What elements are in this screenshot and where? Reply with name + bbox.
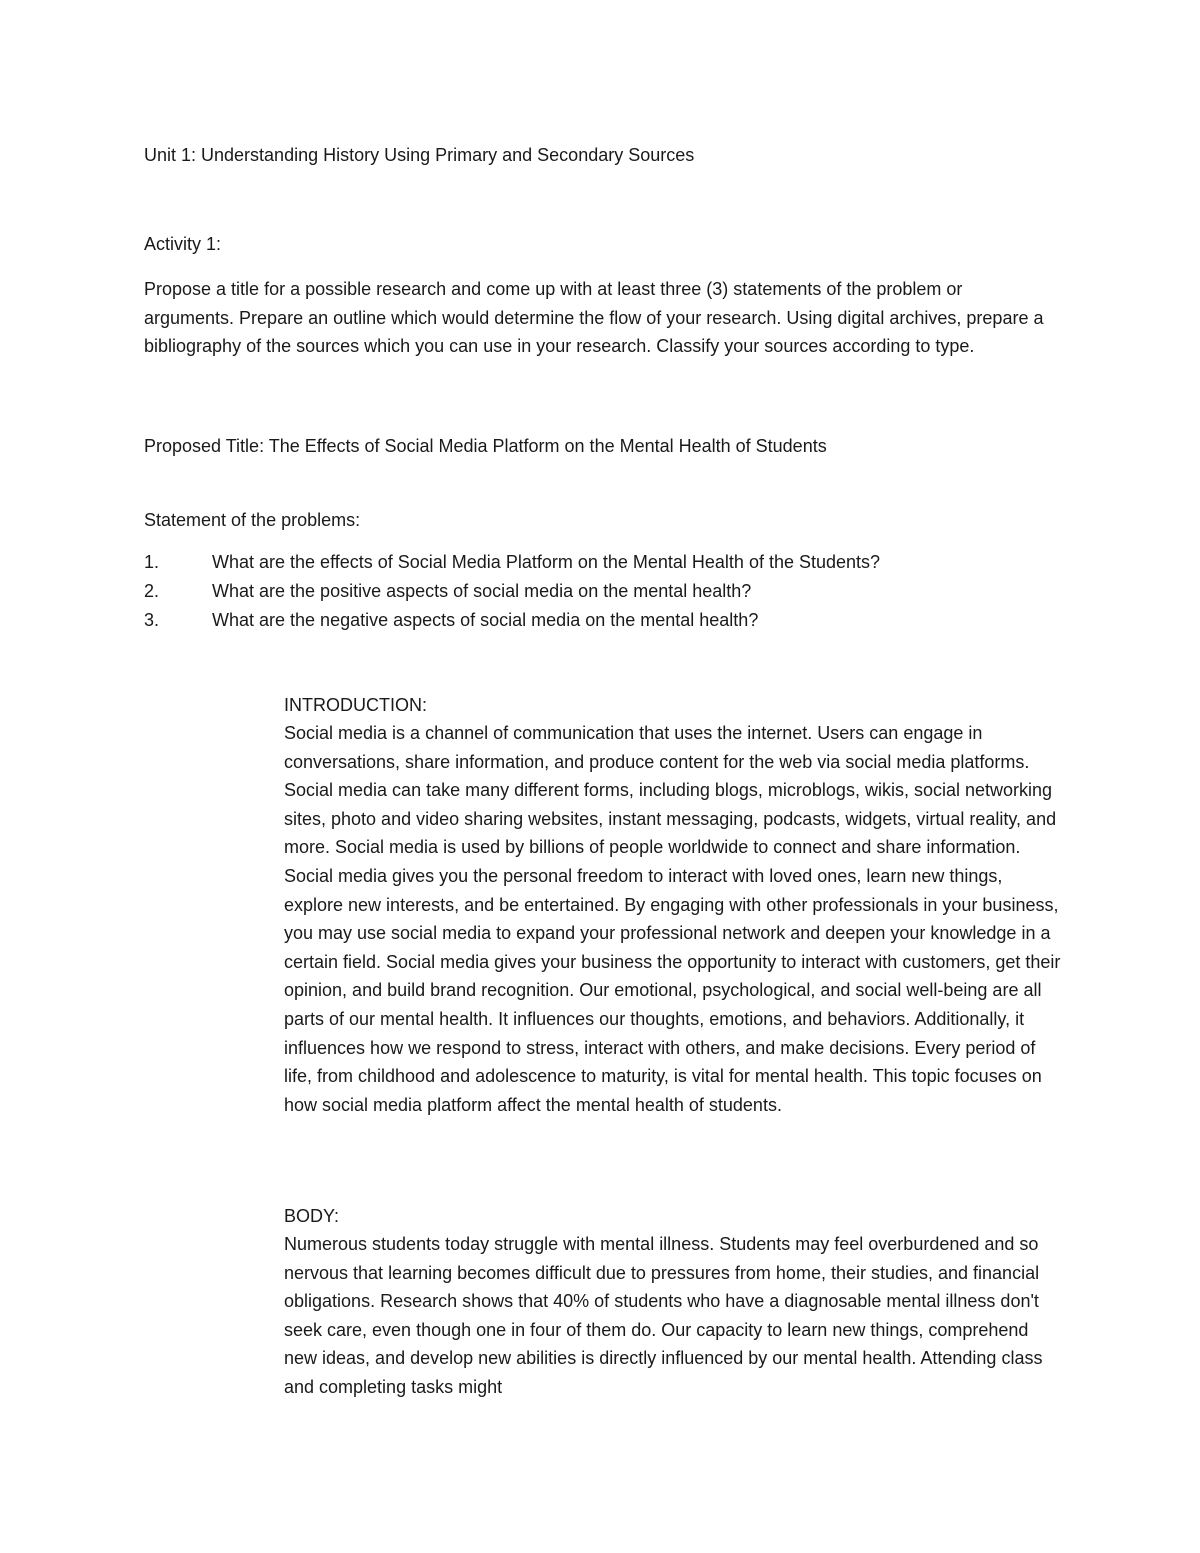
activity-instructions: Propose a title for a possible research and come up with at least three (3) statements of the problem or arguments. Prepare an outline which would determine the flow of your research. Using digital archives, prepare a bibliography of the sources which you can use in your research. Classify your sources according to type. xyxy=(144,279,1044,357)
list-item xyxy=(144,548,880,577)
activity-label: Activity 1: xyxy=(144,234,222,254)
proposed-title: Proposed Title: The Effects of Social Media Platform on the Mental Health of Students xyxy=(144,436,827,456)
list-item-number: 1. xyxy=(144,552,160,572)
introduction-text: Social media is a channel of communication that uses the internet. Users can engage in conversations, share information, and produce content for the web via social media platforms. Social media can take many different forms, including blogs, microblogs, wikis, social networking sites, photo and video sharing websites, instant messaging, podcasts, widgets, virtual reality, and more. Social media is used by billions of people worldwide to connect and share information. Social media gives you the personal freedom to interact with loved ones, learn new things, explore new interests, and be entertained. By engaging with other professionals in your business, you may use social media to expand your professional network and deepen your knowledge in a certain field. Social media gives your business the opportunity to interact with customers, get their opinion, and build brand recognition. Our emotional, psychological, and social well-being are all parts of our mental health. It influences our thoughts, emotions, and behaviors. Additionally, it influences how we respond to stress, interact with others, and make decisions. Every period of life, from childhood and adolescence to maturity, is vital for mental health. This topic focuses on how social media platform affect the mental health of students. xyxy=(284,723,1061,1115)
list-item-number: 3. xyxy=(144,610,160,630)
list-item xyxy=(144,606,880,635)
unit-title: Unit 1: Understanding History Using Primary and Secondary Sources xyxy=(144,145,695,165)
body-text: Numerous students today struggle with mental illness. Students may feel overburdened and so nervous that learning becomes difficult due to pressures from home, their studies, and financial obligations. Research shows that 40% of students who have a diagnosable mental illness don't seek care, even though one in four of them do. Our capacity to learn new things, comprehend new ideas, and develop new abilities is directly influenced by our mental health. Attending class and completing tasks might xyxy=(284,1234,1043,1397)
problems-heading: Statement of the problems: xyxy=(144,510,361,530)
list-item-text: What are the effects of Social Media Platform on the Mental Health of the Students? xyxy=(212,552,881,572)
problems-list xyxy=(144,548,880,635)
body-heading: BODY: xyxy=(284,1206,340,1226)
list-item-text: What are the negative aspects of social media on the mental health? xyxy=(212,610,759,630)
list-item-text: What are the positive aspects of social media on the mental health? xyxy=(212,581,752,601)
introduction-heading: INTRODUCTION: xyxy=(284,695,427,715)
list-item xyxy=(144,577,880,606)
list-item-number: 2. xyxy=(144,581,160,601)
